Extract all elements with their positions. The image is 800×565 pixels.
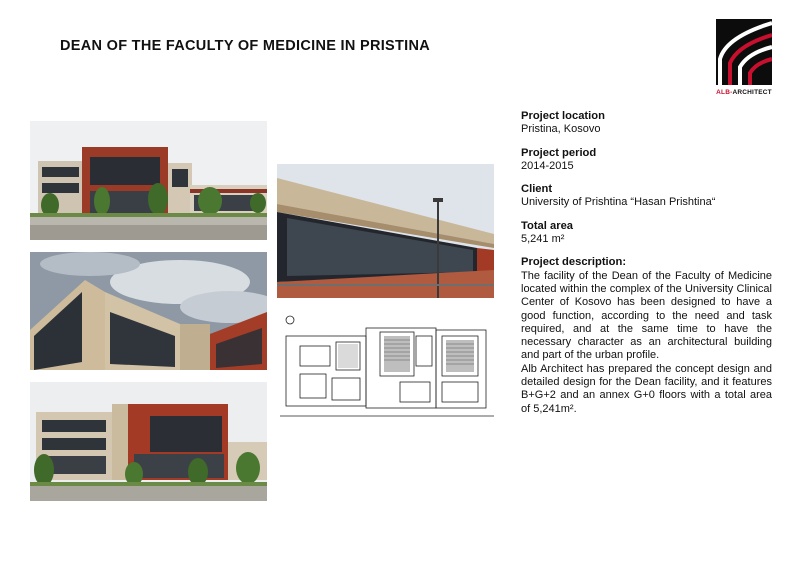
project-period-value: 2014-2015 bbox=[521, 159, 574, 172]
project-description-label: Project description: bbox=[521, 256, 627, 269]
entrance-glazed-facade-photo bbox=[277, 164, 494, 298]
logo-wordmark: ALB-ARCHITECT bbox=[716, 89, 772, 96]
project-description-paragraph-1: The facility of the Dean of the Faculty of Medicine located within the complex of the University Clinical Center of Kosovo has been designed to have a good function, according to the need and task required, and at the same time to have the necessary character as an architectural building and part of the urban profile. bbox=[521, 269, 772, 362]
project-period-section bbox=[521, 147, 772, 174]
client-section bbox=[521, 183, 772, 210]
building-front-view-photo bbox=[30, 121, 267, 240]
project-location-label: Project location bbox=[521, 110, 605, 122]
logo-mark bbox=[716, 19, 772, 85]
logo-swoosh-icon bbox=[716, 19, 772, 85]
building-side-view-photo bbox=[30, 382, 267, 501]
page-title: DEAN OF THE FACULTY OF MEDICINE IN PRISTINA bbox=[60, 38, 431, 54]
total-area-label: Total area bbox=[521, 219, 574, 232]
building-corner-view-photo bbox=[30, 252, 267, 370]
total-area-value: 5,241 m² bbox=[521, 233, 565, 246]
project-description-section bbox=[521, 256, 772, 416]
alb-architect-logo bbox=[714, 19, 774, 99]
total-area-section bbox=[521, 220, 772, 247]
client-value: University of Prishtina “Hasan Prishtina“ bbox=[521, 196, 716, 209]
project-location-section bbox=[521, 110, 772, 137]
project-info-panel bbox=[521, 110, 772, 426]
project-period-label: Project period bbox=[521, 146, 597, 159]
project-location-value: Pristina, Kosovo bbox=[521, 123, 601, 136]
project-description-paragraph-2: Alb Architect has prepared the concept design and detailed design for the Dean facility, and it features B+G+2 and an annex G+0 floors with a total area of 5,241m². bbox=[521, 362, 772, 415]
client-label: Client bbox=[521, 183, 553, 196]
ground-floor-plan-drawing bbox=[280, 312, 494, 430]
